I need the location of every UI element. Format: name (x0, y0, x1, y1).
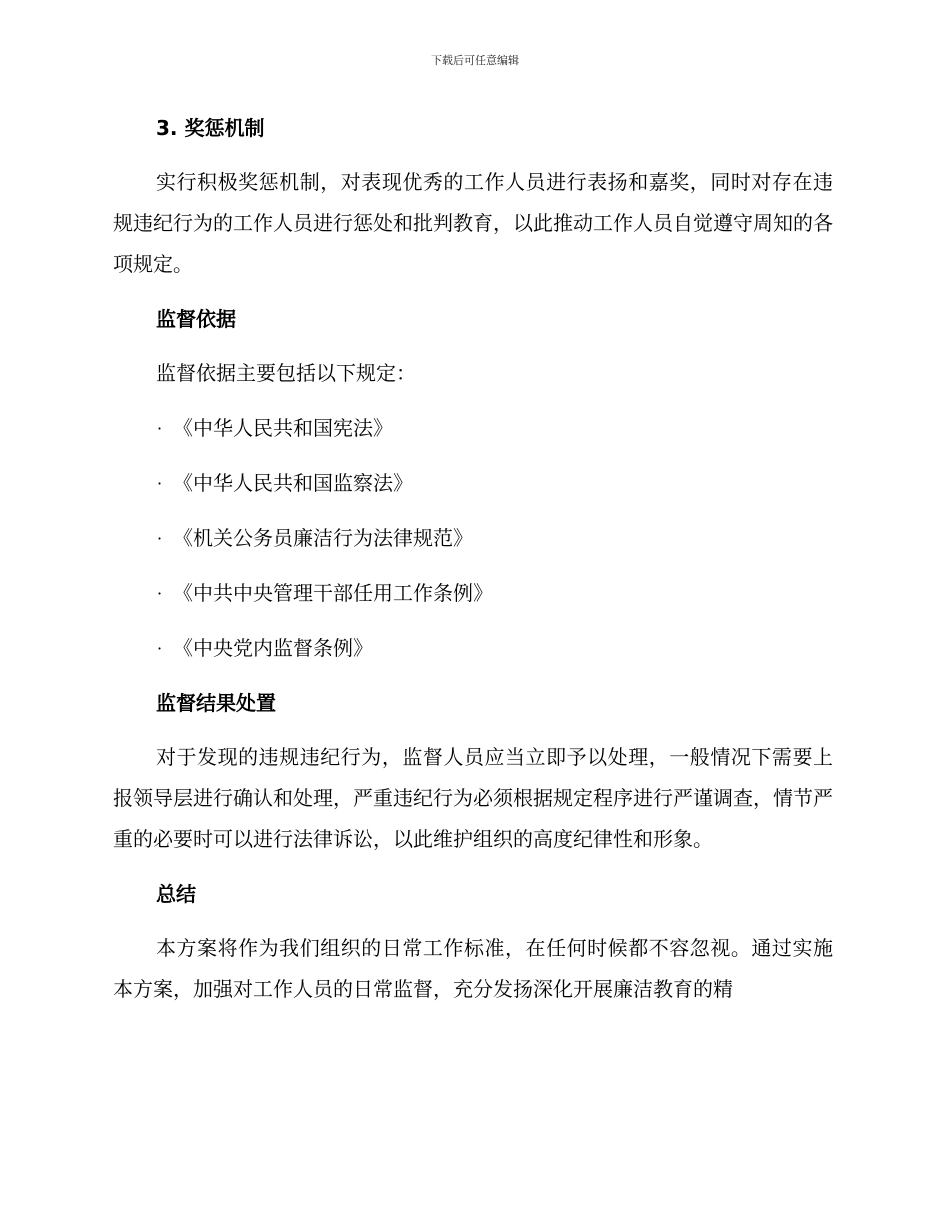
summary-paragraph: 本方案将作为我们组织的日常工作标准，在任何时候都不容忽视。通过实施本方案，加强对工作人员的日常监督，充分发扬深化开展廉洁教育的精 (113, 936, 833, 1001)
basis-list (113, 408, 833, 683)
list-item-text: 《中华人民共和国监察法》 (173, 471, 413, 495)
disposal-heading: 监督结果处置 (156, 691, 276, 715)
list-item (113, 463, 833, 518)
list-item (113, 408, 833, 463)
list-item-text: 《中央党内监督条例》 (173, 636, 373, 660)
header-note: 下载后可任意编辑 (431, 54, 519, 67)
list-item-text: 《机关公务员廉洁行为法律规范》 (173, 526, 473, 550)
bullet-icon: · (157, 639, 163, 658)
list-item (113, 518, 833, 573)
reward-heading: 3. 奖惩机制 (156, 116, 265, 140)
basis-intro: 监督依据主要包括以下规定： (156, 361, 416, 385)
summary-heading: 总结 (156, 882, 196, 906)
bullet-icon: · (157, 419, 163, 438)
list-item (113, 628, 833, 683)
document-body (113, 108, 833, 1010)
list-item-text: 《中共中央管理干部任用工作条例》 (173, 581, 493, 605)
reward-paragraph: 实行积极奖惩机制，对表现优秀的工作人员进行表扬和嘉奖，同时对存在违规违纪行为的工作人员进行惩处和批判教育，以此推动工作人员自觉遵守周知的各项规定。 (113, 170, 833, 276)
bullet-icon: · (157, 584, 163, 603)
bullet-icon: · (157, 529, 163, 548)
list-item-text: 《中华人民共和国宪法》 (173, 416, 393, 440)
basis-heading: 监督依据 (156, 307, 236, 331)
disposal-paragraph: 对于发现的违规违纪行为，监督人员应当立即予以处理，一般情况下需要上报领导层进行确认和处理，严重违纪行为必须根据规定程序进行严谨调查，情节严重的必要时可以进行法律诉讼，以此维护组织的高度纪律性和形象。 (113, 745, 833, 851)
list-item (113, 573, 833, 628)
bullet-icon: · (157, 474, 163, 493)
